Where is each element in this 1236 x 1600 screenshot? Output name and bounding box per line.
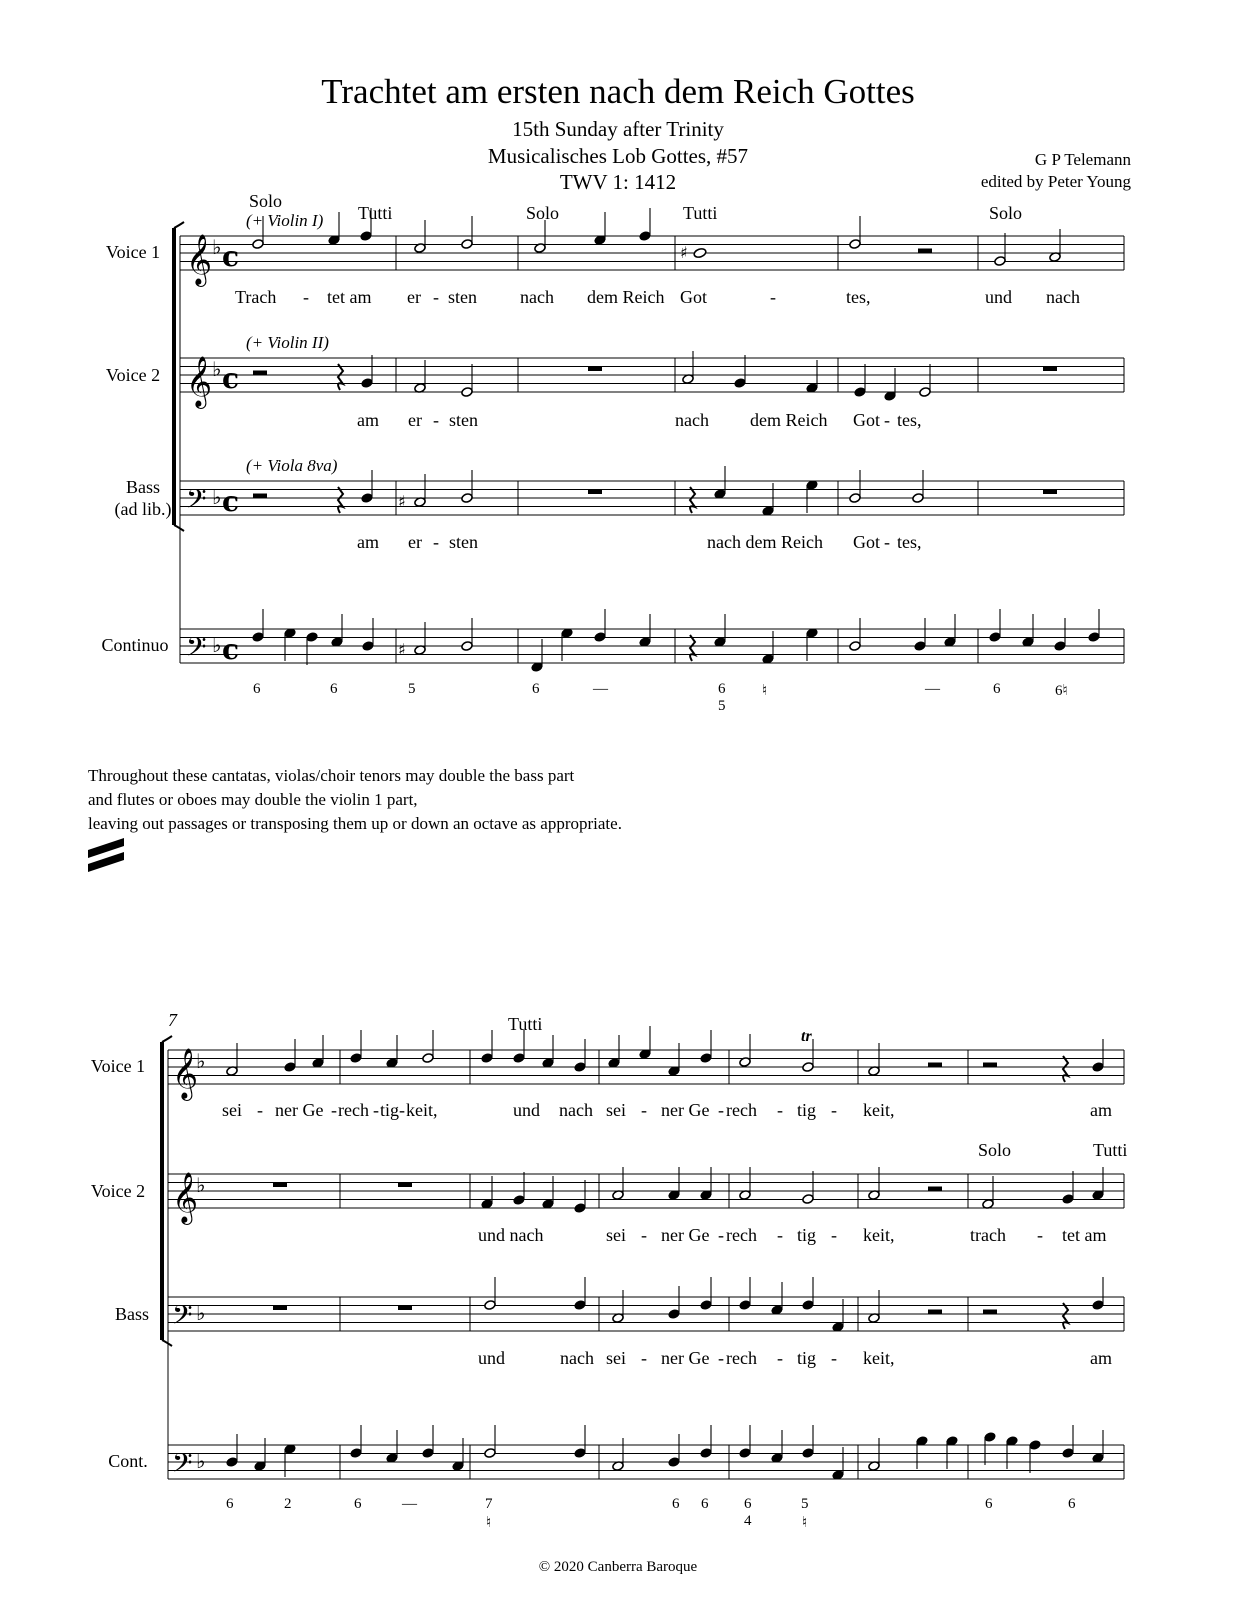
- note-head: [484, 1300, 496, 1311]
- figured-bass: 6: [532, 681, 540, 697]
- rest: [253, 494, 267, 499]
- figured-bass: 5: [801, 1496, 809, 1512]
- section-break-mark: [88, 838, 124, 872]
- lyric-hyphen: -: [831, 1225, 837, 1245]
- direction-solo: Solo: [526, 203, 560, 223]
- lyric-syllable: Got: [680, 287, 707, 307]
- lyric-hyphen: -: [641, 1348, 647, 1368]
- lyric-syllable: am: [357, 532, 379, 552]
- figured-bass: 4: [744, 1513, 752, 1529]
- key-signature: ♭: [196, 1049, 206, 1073]
- lyric-syllable: er: [407, 287, 421, 307]
- figured-bass: 6: [1068, 1496, 1076, 1512]
- direction-tutti: Tutti: [508, 1014, 543, 1034]
- note-head: [574, 1203, 586, 1214]
- lyric-syllable: trach: [970, 1225, 1006, 1245]
- note-head: [739, 1448, 751, 1459]
- lyric-syllable: sei: [606, 1225, 626, 1245]
- note-head: [361, 493, 373, 504]
- lyric-syllable: sei: [606, 1100, 626, 1120]
- lyric-hyphen: -: [884, 532, 890, 552]
- note-head: [854, 387, 866, 398]
- treble-clef: 𝄞: [186, 356, 213, 407]
- lyric-syllable: tes,: [897, 532, 922, 552]
- note-head: [914, 641, 926, 652]
- rest: [588, 490, 602, 495]
- rest: [588, 367, 602, 372]
- lyric-syllable: sei: [222, 1100, 242, 1120]
- lyric-syllable: sei: [606, 1348, 626, 1368]
- note-head: [989, 632, 1001, 643]
- note-head: [574, 1062, 586, 1073]
- note-head: [912, 493, 924, 504]
- lyric-syllable: ner Ge: [661, 1100, 710, 1120]
- key-signature: ♭: [212, 633, 222, 657]
- note-head: [461, 387, 473, 398]
- subtitle-occasion: 15th Sunday after Trinity: [512, 117, 724, 141]
- rest: [253, 371, 267, 376]
- subtitle-source: Musicalisches Lob Gottes, #57: [487, 144, 749, 168]
- instrument-voice2: Voice 2: [105, 365, 161, 385]
- lyric-hyphen: -: [303, 287, 309, 307]
- instrument-voice1: Voice 1: [105, 242, 161, 262]
- lyric-syllable: Got: [853, 410, 880, 430]
- key-signature: ♭: [212, 485, 222, 509]
- figured-bass: ♮: [486, 1515, 492, 1531]
- note-head: [700, 1448, 712, 1459]
- rest: [273, 1306, 287, 1311]
- sharp-accidental: ♯: [680, 243, 688, 262]
- note-head: [461, 239, 473, 250]
- figured-bass: 6: [993, 681, 1001, 697]
- note-head: [1062, 1448, 1074, 1459]
- note-head: [574, 1300, 586, 1311]
- lyric-hyphen: -: [641, 1225, 647, 1245]
- instrument-continuo: Cont.: [108, 1451, 148, 1471]
- lyric-hyphen: -: [373, 1100, 379, 1120]
- note-head: [802, 1194, 814, 1205]
- rest: [1043, 367, 1057, 372]
- note-head: [484, 1448, 496, 1459]
- lyric-syllable: keit,: [863, 1225, 895, 1245]
- editor: edited by Peter Young: [980, 172, 1131, 191]
- note-head: [350, 1448, 362, 1459]
- lyric-syllable: er: [408, 410, 422, 430]
- direction-violin1: (+ Violin I): [246, 211, 324, 230]
- lyric-hyphen: -: [777, 1348, 783, 1368]
- lyric-hyphen: -: [641, 1100, 647, 1120]
- time-signature: c: [222, 362, 240, 395]
- rest: [338, 364, 343, 390]
- composer: G P Telemann: [1034, 150, 1131, 169]
- bass-label-line2: (ad lib.): [114, 499, 172, 519]
- rest: [928, 1310, 942, 1315]
- lyric-syllable: tig: [380, 1100, 400, 1120]
- treble-clef: 𝄞: [172, 1172, 199, 1223]
- lyric-hyphen: -: [718, 1225, 724, 1245]
- figured-bass: 6: [718, 681, 726, 697]
- figured-bass: 5: [408, 681, 416, 697]
- note-head: [284, 1062, 296, 1073]
- subtitle-catalog: TWV 1: 1412: [559, 170, 677, 194]
- lyric-syllable: Trach: [235, 287, 277, 307]
- rest: [983, 1063, 997, 1068]
- lyric-syllable: dem Reich: [587, 287, 665, 307]
- figured-bass: 6: [985, 1496, 993, 1512]
- figured-bass: 7: [485, 1496, 493, 1512]
- note-head: [513, 1053, 525, 1064]
- note-head: [668, 1457, 680, 1468]
- figured-bass: ♮: [802, 1515, 808, 1531]
- lyric-syllable: nach: [675, 410, 709, 430]
- rest: [690, 635, 695, 661]
- lyric-syllable: und: [985, 287, 1012, 307]
- copyright: © 2020 Canberra Baroque: [538, 1559, 698, 1575]
- lyric-syllable: tig: [797, 1100, 817, 1120]
- figured-bass: ♮: [762, 683, 768, 699]
- note-head: [252, 632, 264, 643]
- note-line: Throughout these cantatas, violas/choir tenors may double the bass part: [88, 766, 575, 785]
- figured-bass: 6: [330, 681, 338, 697]
- lyric-syllable: und: [513, 1100, 540, 1120]
- lyric-hyphen: -: [331, 1100, 337, 1120]
- note-line: leaving out passages or transposing them up or down an octave as appropriate.: [88, 814, 622, 833]
- bass-label-line1: Bass: [125, 477, 160, 497]
- lyric-syllable: nach: [560, 1348, 594, 1368]
- time-signature: c: [222, 240, 240, 273]
- note-line: and flutes or oboes may double the violin 1 part,: [88, 790, 418, 809]
- lyric-syllable: rech: [726, 1100, 757, 1120]
- figured-bass: —: [402, 1496, 417, 1512]
- lyric-syllable: am: [1090, 1348, 1112, 1368]
- note-head: [739, 1300, 751, 1311]
- figured-bass: —: [593, 681, 608, 697]
- note-head: [513, 1195, 525, 1206]
- rest: [1043, 490, 1057, 495]
- figured-bass: 6: [701, 1496, 709, 1512]
- lyric-hyphen: -: [831, 1348, 837, 1368]
- note-head: [361, 378, 373, 389]
- note-head: [226, 1457, 238, 1468]
- lyric-syllable: ner Ge: [275, 1100, 324, 1120]
- rest: [1063, 1303, 1068, 1329]
- rest: [928, 1187, 942, 1192]
- rest: [1063, 1056, 1068, 1082]
- note-head: [802, 1062, 814, 1073]
- direction-solo: Solo: [249, 191, 283, 211]
- lyric-syllable: rech: [726, 1225, 757, 1245]
- lyric-hyphen: -: [433, 532, 439, 552]
- bass-clef: 𝄢: [172, 1299, 193, 1337]
- rest: [918, 249, 932, 254]
- figured-bass: 6: [226, 1496, 234, 1512]
- lyric-hyphen: -: [433, 410, 439, 430]
- lyric-hyphen: -: [777, 1100, 783, 1120]
- lyric-syllable: dem Reich: [750, 410, 828, 430]
- lyric-syllable: nach: [1046, 287, 1080, 307]
- lyric-hyphen: -: [884, 410, 890, 430]
- key-signature: ♭: [196, 1173, 206, 1197]
- piece-title: Trachtet am ersten nach dem Reich Gottes: [321, 72, 915, 111]
- note-head: [668, 1309, 680, 1320]
- note-head: [693, 247, 707, 258]
- treble-clef: 𝄞: [186, 234, 213, 285]
- note-head: [461, 493, 473, 504]
- lyric-syllable: keit,: [863, 1100, 895, 1120]
- rest: [398, 1306, 412, 1311]
- figured-bass: 6: [744, 1496, 752, 1512]
- note-head: [422, 1053, 434, 1064]
- note-head: [1088, 632, 1100, 643]
- treble-clef: 𝄞: [172, 1048, 199, 1099]
- key-signature: ♭: [212, 235, 222, 259]
- key-signature: ♭: [196, 1301, 206, 1325]
- lyric-syllable: am: [357, 410, 379, 430]
- note-head: [802, 1300, 814, 1311]
- key-signature: ♭: [212, 357, 222, 381]
- figured-bass: 2: [284, 1496, 292, 1512]
- lyric-syllable: sten: [449, 410, 478, 430]
- rest: [273, 1183, 287, 1188]
- lyric-syllable: ner Ge: [661, 1225, 710, 1245]
- note-head: [984, 1432, 996, 1443]
- figured-bass: 6: [354, 1496, 362, 1512]
- instrument-continuo: Continuo: [101, 635, 169, 655]
- lyric-syllable: keit,: [863, 1348, 895, 1368]
- lyric-syllable: nach dem Reich: [707, 532, 823, 552]
- rest: [928, 1063, 942, 1068]
- lyric-syllable: sten: [448, 287, 477, 307]
- note-head: [461, 641, 473, 652]
- lyric-hyphen: -: [770, 287, 776, 307]
- lyric-syllable: nach: [559, 1100, 593, 1120]
- lyric-syllable: tig: [797, 1348, 817, 1368]
- bass-clef: 𝄢: [172, 1447, 193, 1485]
- note-head: [594, 632, 606, 643]
- direction-viola: (+ Viola 8va): [246, 456, 338, 475]
- lyric-syllable: und: [478, 1348, 505, 1368]
- note-head: [1062, 1194, 1074, 1205]
- lyric-hyphen: -: [777, 1225, 783, 1245]
- note-head: [919, 387, 931, 398]
- note-head: [849, 239, 861, 250]
- lyric-syllable: er: [408, 532, 422, 552]
- lyric-syllable: rech: [726, 1348, 757, 1368]
- bass-clef: 𝄢: [186, 483, 207, 521]
- lyric-syllable: und nach: [478, 1225, 544, 1245]
- instrument-voice1: Voice 1: [90, 1056, 146, 1076]
- note-head: [1029, 1440, 1041, 1451]
- note-head: [802, 1448, 814, 1459]
- lyric-hyphen: -: [718, 1348, 724, 1368]
- rest: [398, 1183, 412, 1188]
- note-head: [1054, 641, 1066, 652]
- figured-bass: 6: [672, 1496, 680, 1512]
- bass-clef: 𝄢: [186, 631, 207, 669]
- note-head: [700, 1300, 712, 1311]
- trill-mark: tr: [801, 1028, 812, 1045]
- key-signature: ♭: [196, 1449, 206, 1473]
- note-head: [849, 493, 861, 504]
- figured-bass: 6♮: [1055, 683, 1068, 699]
- rest: [690, 487, 695, 513]
- lyric-hyphen: -: [831, 1100, 837, 1120]
- lyric-hyphen: -: [1037, 1225, 1043, 1245]
- direction-violin2: (+ Violin II): [246, 333, 329, 352]
- lyric-syllable: tet am: [327, 287, 372, 307]
- note-head: [350, 1053, 362, 1064]
- direction-tutti: Tutti: [358, 203, 393, 223]
- lyric-syllable: rech: [338, 1100, 369, 1120]
- sharp-accidental: ♯: [398, 640, 406, 659]
- note-head: [306, 632, 318, 643]
- note-head: [481, 1053, 493, 1064]
- rest: [983, 1310, 997, 1315]
- lyric-syllable: tes,: [846, 287, 871, 307]
- lyric-syllable: keit,: [406, 1100, 438, 1120]
- lyric-syllable: tet am: [1062, 1225, 1107, 1245]
- note-head: [362, 641, 374, 652]
- note-head: [252, 239, 264, 250]
- lyric-syllable: tig: [797, 1225, 817, 1245]
- time-signature: c: [222, 633, 240, 666]
- instrument-bass: Bass: [114, 1304, 149, 1324]
- direction-solo: Solo: [989, 203, 1023, 223]
- figured-bass: —: [925, 681, 940, 697]
- note-head: [734, 378, 746, 389]
- note-head: [994, 256, 1006, 267]
- lyric-hyphen: -: [433, 287, 439, 307]
- lyric-hyphen: -: [257, 1100, 263, 1120]
- lyric-syllable: tes,: [897, 410, 922, 430]
- lyric-syllable: nach: [520, 287, 554, 307]
- figured-bass: 6: [253, 681, 261, 697]
- note-head: [360, 231, 372, 242]
- lyric-hyphen: -: [718, 1100, 724, 1120]
- note-head: [639, 231, 651, 242]
- note-head: [574, 1448, 586, 1459]
- direction-tutti: Tutti: [683, 203, 718, 223]
- lyric-syllable: ner Ge: [661, 1348, 710, 1368]
- lyric-syllable: sten: [449, 532, 478, 552]
- note-head: [1092, 1062, 1104, 1073]
- note-head: [422, 1448, 434, 1459]
- instrument-voice2: Voice 2: [90, 1181, 146, 1201]
- sharp-accidental: ♯: [398, 492, 406, 511]
- time-signature: c: [222, 485, 240, 518]
- lyric-syllable: Got: [853, 532, 880, 552]
- figured-bass: 5: [718, 698, 726, 714]
- note-head: [1092, 1300, 1104, 1311]
- direction-tutti: Tutti: [1093, 1140, 1128, 1160]
- measure-number: 7: [168, 1010, 177, 1030]
- rest: [338, 487, 343, 513]
- lyric-syllable: am: [1090, 1100, 1112, 1120]
- lyric-hyphen: -: [399, 1100, 405, 1120]
- note-head: [849, 641, 861, 652]
- direction-solo: Solo: [978, 1140, 1012, 1160]
- note-head: [700, 1053, 712, 1064]
